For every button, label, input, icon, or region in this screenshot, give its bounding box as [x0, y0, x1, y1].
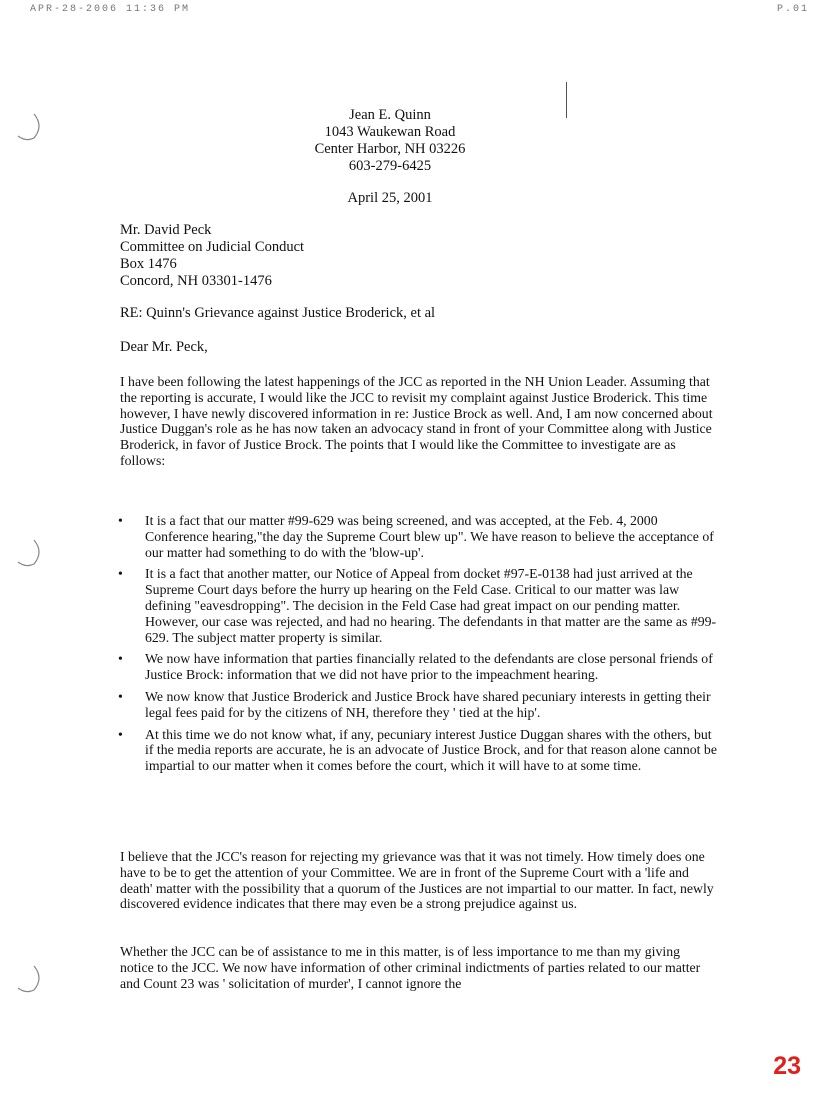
hole-punch-mark [12, 112, 46, 142]
bullet-icon: • [118, 513, 123, 528]
list-item [118, 651, 723, 683]
hole-punch-mark [12, 538, 46, 568]
list-item [118, 513, 723, 560]
intro-paragraph: I have been following the latest happenings of the JCC as reported in the NH Union Leader. Assuming that the reporting is accurate, I would like the JCC to revisit my complaint against Justice Broderick. This time however, I have newly discovered information in re: Justice Brock as well. And, I am now concerned about Justice Duggan's role as he has now taken an advocacy stand in front of your Committee along with Justice Broderick, in favor of Justice Brock. The points that I would like the Committee to investigate are as follows: [120, 374, 713, 468]
page-number: 23 [773, 1052, 801, 1080]
recipient-organization: Committee on Judicial Conduct [120, 239, 305, 255]
closing-paragraph: Whether the JCC can be of assistance to me in this matter, is of less importance to me than my giving notice to the JCC. We now have information of other criminal indictments of parties related to our matter and Count 23 was ' solicitation of murder', I cannot ignore the [120, 944, 701, 991]
stray-mark [566, 82, 567, 118]
list-item-text: We now know that Justice Broderick and Justice Brock have shared pecuniary interests in getting their legal fees paid for by the citizens of NH, therefore they ' tied at the hip'. [145, 688, 711, 720]
sender-phone: 603-279-6425 [348, 158, 432, 174]
salutation: Dear Mr. Peck, [120, 339, 208, 355]
recipient-name: Mr. David Peck [120, 222, 212, 238]
sender-city-line: Center Harbor, NH 03226 [314, 141, 466, 157]
recipient-city: Concord, NH 03301-1476 [120, 273, 272, 289]
list-item-text: At this time we do not know what, if any, pecuniary interest Justice Duggan shares with the others, but if the media reports are accurate, he is an advocate of Justice Brock, and for that reason alone cannot be impartial to our matter when it comes before the court, which it will have to at some time. [145, 726, 717, 774]
fax-page-indicator: P.01 [776, 4, 809, 15]
sender-address-block [300, 107, 480, 175]
hole-punch-mark [12, 964, 46, 994]
sender-name: Jean E. Quinn [349, 107, 431, 123]
sender-address-line: 1043 Waukewan Road [324, 124, 456, 140]
list-item [118, 727, 723, 774]
list-item-text: It is a fact that another matter, our Notice of Appeal from docket #97-E-0138 had just arrived at the Supreme Court days before the hurry up hearing on the Feld Case. Critical to our matter was law defining "eavesdropping". The decision in the Feld Case had great impact on our pending matter. However, our case was rejected, and had no hearing. The defendants in that matter are the same as #99-629. The subject matter property is similar. [145, 566, 717, 645]
letter-date: April 25, 2001 [347, 190, 433, 206]
list-item [118, 566, 723, 645]
points-list [118, 513, 723, 780]
timeliness-paragraph: I believe that the JCC's reason for rejecting my grievance was that it was not timely. How timely does one have to be to get the attention of your Committee. We are in front of the Supreme Court with a 'life and death' matter with the possibility that a quorum of the Justices are not impartial to our matter. In fact, newly discovered evidence indicates that there may even be a strong prejudice against us. [120, 849, 714, 912]
list-item [118, 689, 723, 721]
bullet-icon: • [118, 688, 123, 704]
bullet-icon: • [118, 726, 123, 742]
list-item-text: It is a fact that our matter #99-629 was being screened, and was accepted, at the Feb. 4, 2000 Conference hearing,"the day the Supreme Court blew up". We have reason to believe the acceptance of our matter had something to do with the 'blow-up'. [145, 513, 714, 560]
recipient-address-block [120, 222, 304, 290]
bullet-icon: • [118, 566, 123, 582]
subject-line: RE: Quinn's Grievance against Justice Broderick, et al [120, 305, 436, 321]
fax-timestamp: APR-28-2006 11:36 PM [30, 4, 191, 15]
list-item-text: We now have information that parties financially related to the defendants are close personal friends of Justice Brock: information that we did not have prior to the impeachment hearing. [145, 651, 713, 683]
recipient-box: Box 1476 [120, 256, 177, 272]
bullet-icon: • [118, 651, 123, 667]
